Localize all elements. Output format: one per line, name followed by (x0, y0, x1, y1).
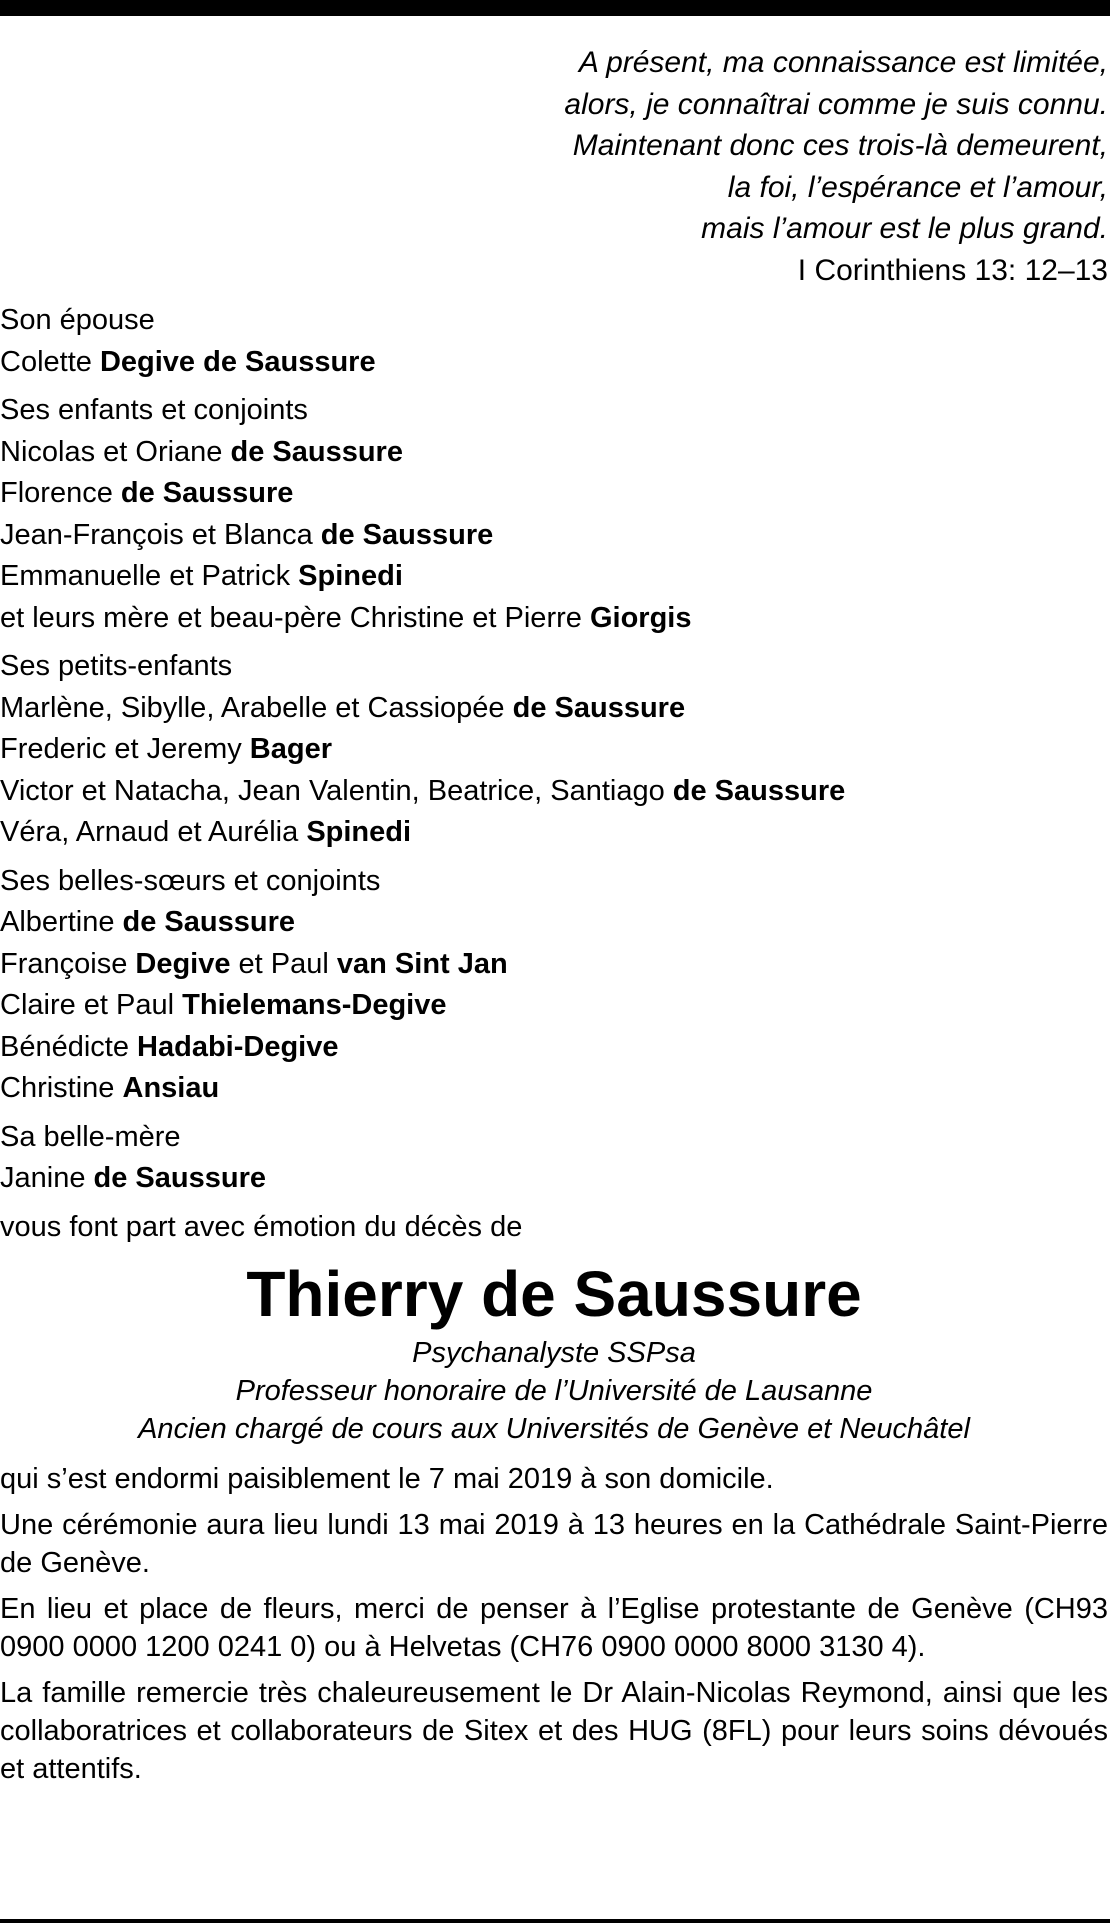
group-heading: Son épouse (0, 304, 155, 336)
family-member: Albertine de Saussure (0, 906, 295, 938)
surname: Degive de Saussure (99, 345, 376, 378)
surname: Thielemans-Degive (182, 989, 447, 1021)
family-member: Jean-François et Blanca de Saussure (0, 518, 494, 551)
verse-line: A présent, ma connaissance est limitée, (578, 46, 1108, 79)
verse-line: alors, je connaîtrai comme je suis connu. (564, 87, 1108, 121)
surname: Spinedi (298, 560, 403, 592)
surname: de Saussure (93, 1162, 266, 1194)
surname: de Saussure (512, 691, 686, 724)
surname: Ansiau (122, 1072, 220, 1104)
family-list (0, 300, 1108, 1200)
group-heading: Ses belles-sœurs et conjoints (0, 864, 381, 897)
deceased-title: Psychanalyste SSPsa (412, 1337, 696, 1369)
surname: Hadabi-Degive (137, 1030, 339, 1063)
deceased-title: Professeur honoraire de l’Université de Lausanne (235, 1375, 873, 1407)
surname: Giorgis (589, 601, 692, 634)
verse-line: mais l’amour est le plus grand. (701, 212, 1108, 245)
family-member: Victor et Natacha, Jean Valentin, Beatrice, Santiago de Saussure (0, 774, 846, 807)
family-member: Christine Ansiau (0, 1072, 220, 1104)
death-paragraph: qui s’est endormi paisiblement le 7 mai 2019 à son domicile. (0, 1463, 774, 1495)
verse-line: la foi, l’espérance et l’amour, (727, 170, 1108, 204)
family-member: Janine de Saussure (0, 1162, 266, 1194)
family-member: Bénédicte Hadabi-Degive (0, 1030, 339, 1063)
bottom-border-rule (0, 1919, 1110, 1923)
family-group-children (0, 390, 1108, 639)
surname: Spinedi (306, 816, 412, 848)
family-member: Florence de Saussure (0, 477, 294, 509)
bible-verse (0, 42, 1108, 291)
surname: de Saussure (672, 774, 846, 807)
announcement-text: vous font part avec émotion du décès de (0, 1210, 523, 1243)
family-member: Véra, Arnaud et Aurélia Spinedi (0, 816, 412, 848)
ceremony-paragraph: Une cérémonie aura lieu lundi 13 mai 2019 à 13 heures en la Cathédrale Saint-Pierre de Genève. (0, 1509, 1108, 1579)
family-group-sisters-in-law (0, 861, 1108, 1110)
family-member: Emmanuelle et Patrick Spinedi (0, 560, 403, 592)
family-member: Françoise Degive et Paul van Sint Jan (0, 947, 508, 980)
group-heading: Ses enfants et conjoints (0, 394, 308, 426)
surname: de Saussure (122, 906, 295, 938)
deceased-title: Ancien chargé de cours aux Universités de Genève et Neuchâtel (138, 1413, 970, 1445)
family-group-grandchildren (0, 646, 1108, 854)
donations-paragraph: En lieu et place de fleurs, merci de penser à l’Eglise protestante de Genève (CH93 0900 0000 1200 0241 0) ou à Helvetas (CH76 0900 0000 8000 3130 4). (0, 1593, 1108, 1663)
family-member: Marlène, Sibylle, Arabelle et Cassiopée de Saussure (0, 691, 686, 724)
verse-line: Maintenant donc ces trois-là demeurent, (572, 129, 1108, 162)
surname: de Saussure (230, 435, 403, 468)
family-member: Nicolas et Oriane de Saussure (0, 435, 403, 468)
deceased-name: Thierry de Saussure (246, 1258, 862, 1330)
family-member: Colette Degive de Saussure (0, 345, 376, 378)
family-member: et leurs mère et beau-père Christine et Pierre Giorgis (0, 601, 692, 634)
family-member: Claire et Paul Thielemans-Degive (0, 989, 447, 1021)
surname: Degive (135, 947, 231, 980)
family-member: Frederic et Jeremy Bager (0, 733, 332, 765)
surname: van Sint Jan (336, 947, 508, 980)
surname: Bager (249, 733, 332, 765)
family-group-spouse (0, 300, 1108, 383)
family-group-mother-in-law (0, 1117, 1108, 1200)
group-heading: Sa belle-mère (0, 1120, 181, 1153)
obituary-notice (0, 42, 1108, 1788)
deceased-titles (0, 1334, 1108, 1448)
top-border-rule (0, 0, 1110, 16)
thanks-paragraph: La famille remercie très chaleureusement le Dr Alain-Nicolas Reymond, ainsi que les collaboratrices et collaborateurs de Sitex et des HUG (8FL) pour leurs soins dévoués et attentifs. (0, 1677, 1108, 1785)
group-heading: Ses petits-enfants (0, 650, 233, 682)
surname: de Saussure (320, 518, 494, 551)
verse-reference: I Corinthiens 13: 12–13 (797, 253, 1108, 287)
surname: de Saussure (120, 477, 294, 509)
